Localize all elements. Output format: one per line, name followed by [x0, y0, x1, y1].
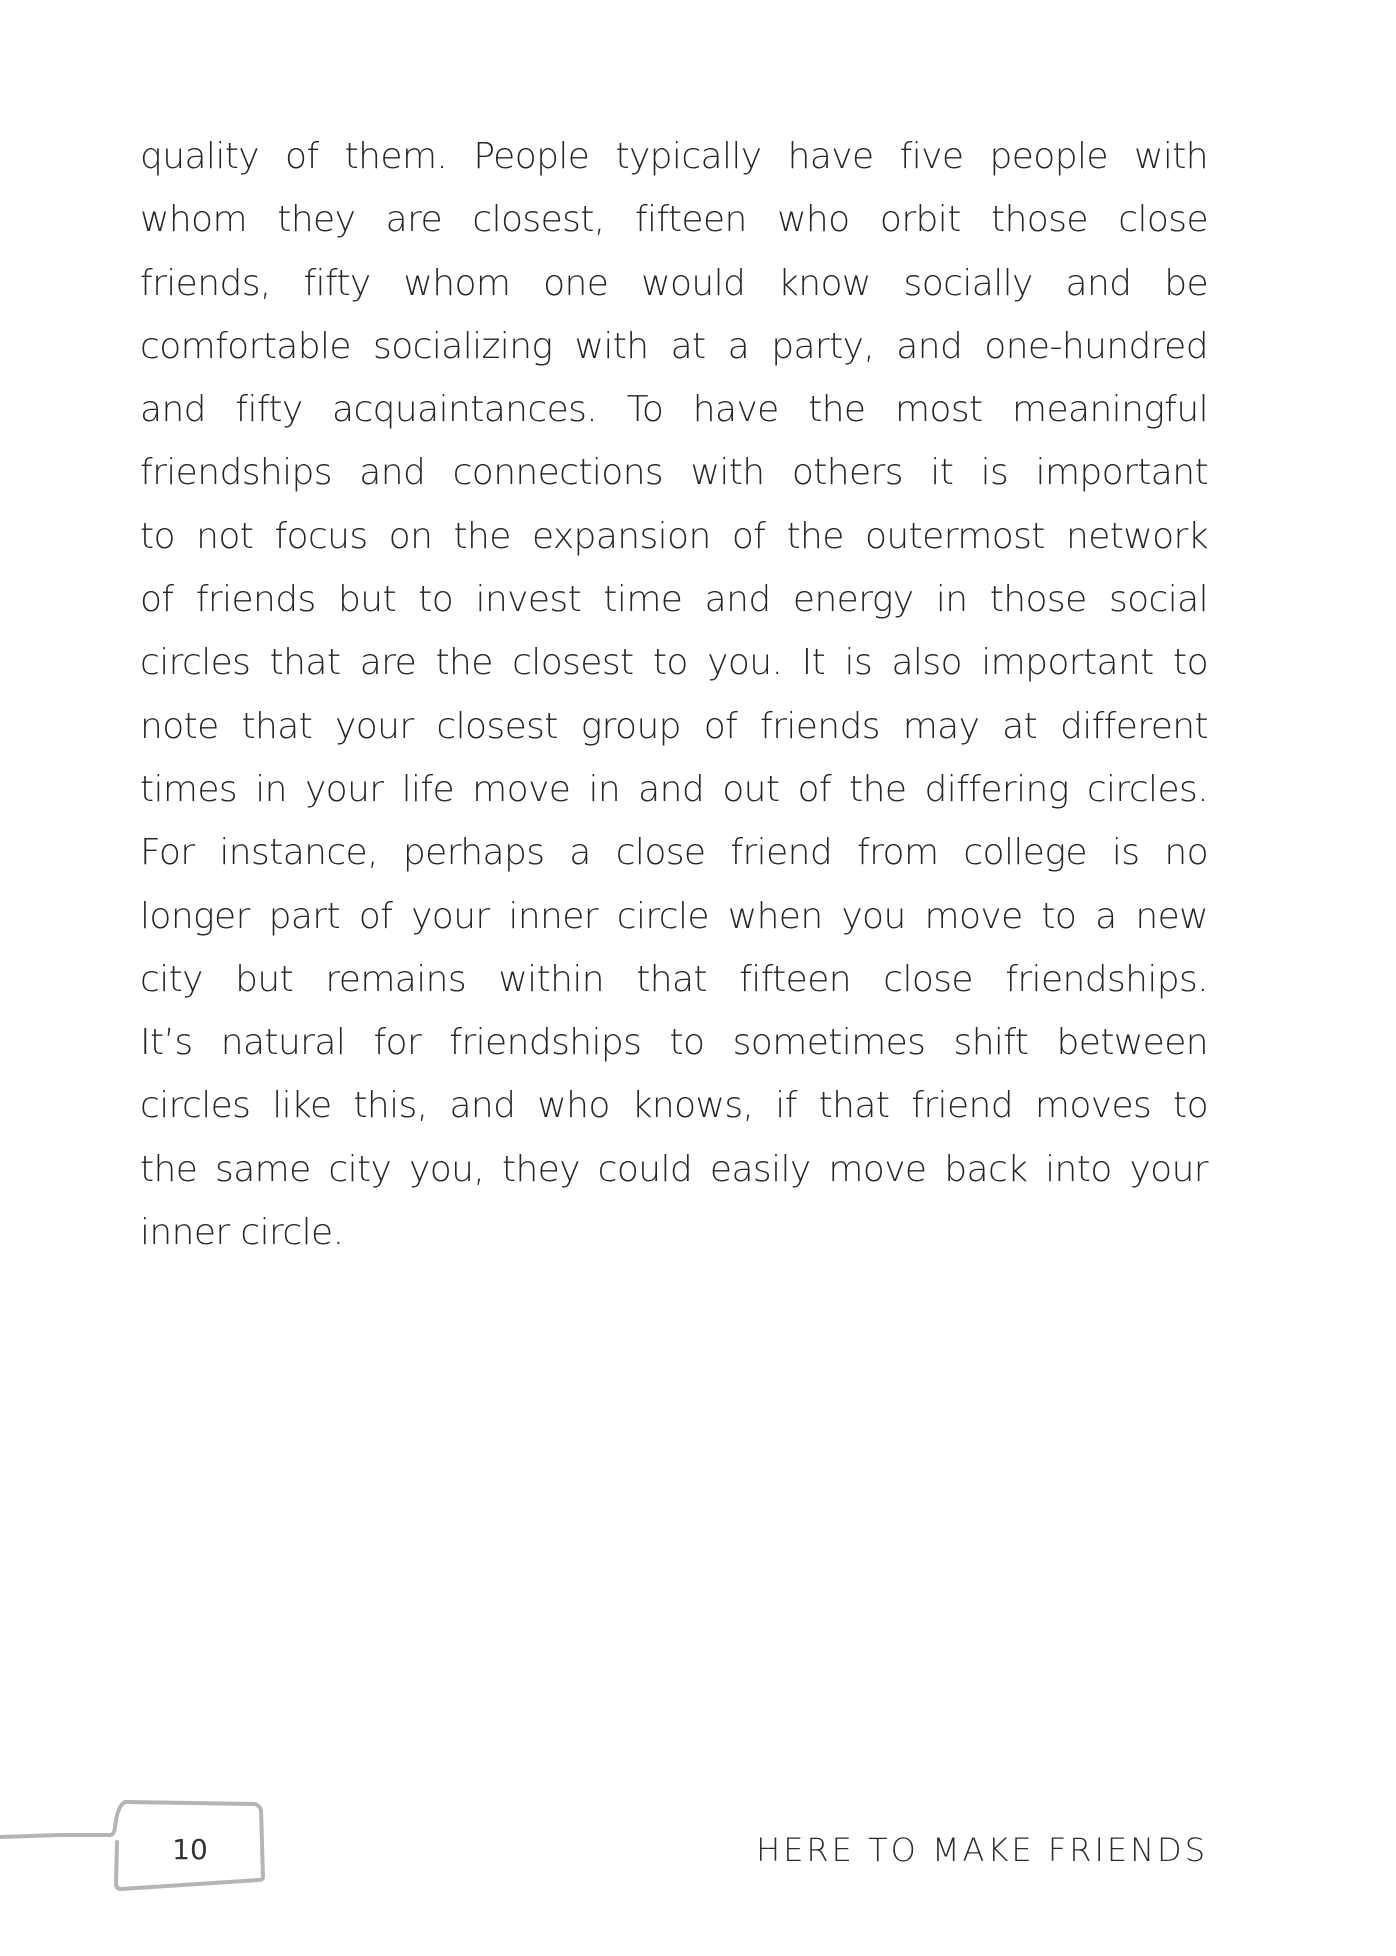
text-line: city but remains within that fifteen close friendships. [140, 958, 1208, 1000]
text-line: quality of them. People typically have five people with [140, 136, 1208, 177]
text-line-last: inner circle. [140, 1212, 344, 1254]
text-line: circles that are the closest to you. It is also important to [140, 642, 1208, 684]
text-line: times in your life move in and out of the differing circles. [140, 768, 1208, 810]
text-line: note that your closest group of friends may at different [140, 705, 1208, 747]
text-line: the same city you, they could easily move back into your [140, 1148, 1208, 1190]
text-line: to not focus on the expansion of the outermost network [140, 515, 1208, 557]
text-line: friendships and connections with others it is important [140, 452, 1208, 494]
text-line: and fifty acquaintances. To have the most meaningful [140, 389, 1208, 431]
text-line: whom they are closest, fifteen who orbit those close [140, 199, 1208, 241]
running-title: HERE TO MAKE FRIENDS [756, 1831, 1208, 1869]
body-paragraph [140, 125, 1208, 1264]
page-number: 10 [172, 1833, 208, 1866]
text-line: It’s natural for friendships to sometimes shift between [140, 1022, 1208, 1064]
text-line: For instance, perhaps a close friend from college is no [140, 832, 1208, 874]
text-line: comfortable socializing with at a party, and one-hundred [140, 325, 1208, 367]
text-line: of friends but to invest time and energy in those social [140, 579, 1208, 621]
text-line: friends, fifty whom one would know socially and be [140, 262, 1208, 304]
page-footer [0, 1800, 1396, 1920]
text-line: longer part of your inner circle when you move to a new [140, 895, 1208, 937]
text-line: circles like this, and who knows, if that friend moves to [140, 1085, 1208, 1127]
